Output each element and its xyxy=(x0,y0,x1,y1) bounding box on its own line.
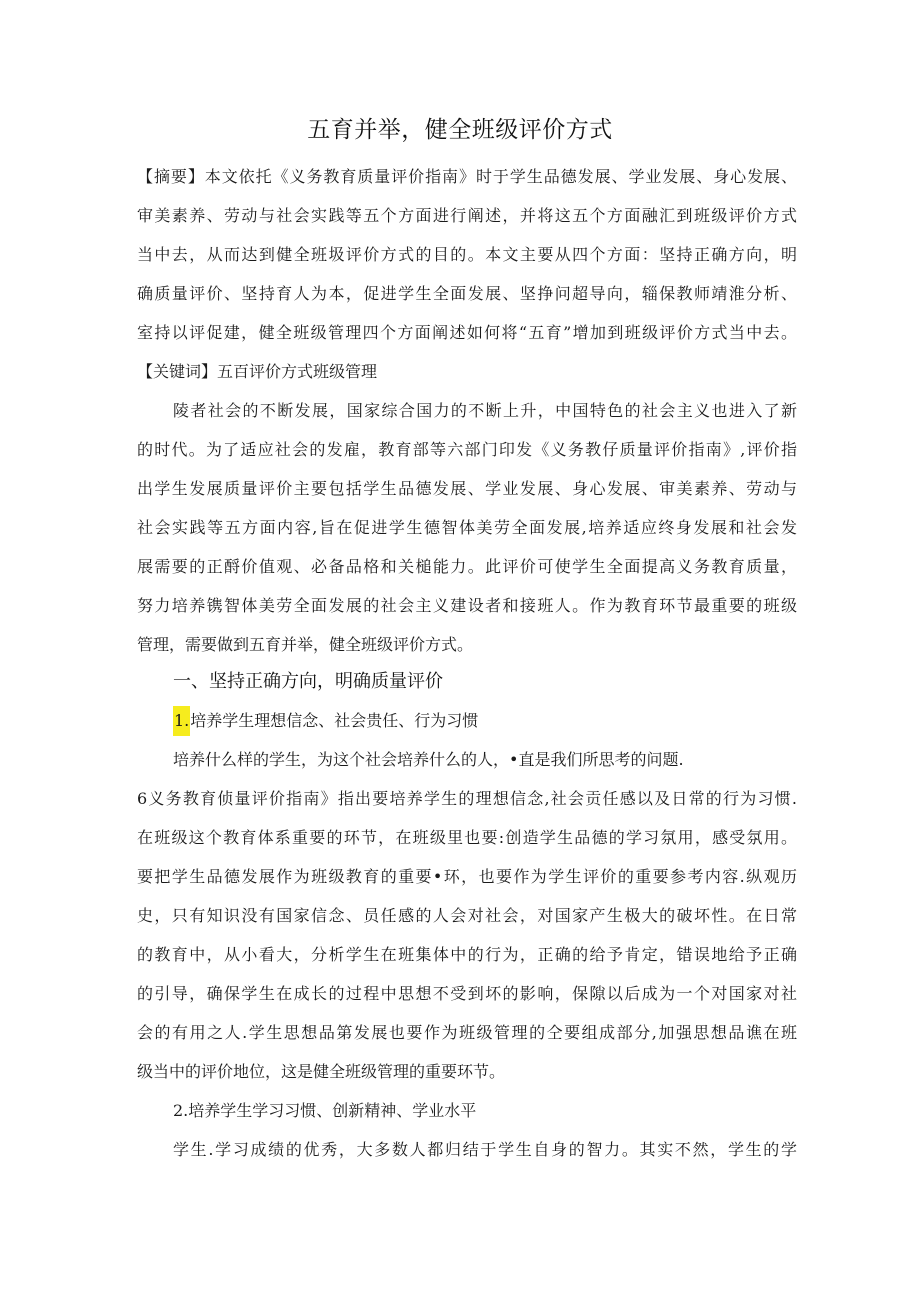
paragraph-line: 的时代。为了适应社会的发雇，教育部等六部门印发《义务教仔质量评价指南》,评价指 xyxy=(137,440,797,459)
paragraph-line: 社会实践等五方面内容,旨在促进学生德智体美劳全面发展,培养适应终身发展和社会发 xyxy=(137,518,797,537)
paragraph-line: 史，只有知识没有国家信念、员任感的人会对社会，对国家产生极大的破坏性。在日常 xyxy=(137,906,797,925)
paragraph-line: 级当中的评价地位，这是健全班级管理的重要环节。 xyxy=(137,1062,506,1081)
subsection-heading xyxy=(173,706,478,736)
abstract-line: 室持以评促建，健全班级管理四个方面阐述如何将“五育”增加到班级评价方式当中去。 xyxy=(137,323,797,342)
abstract-line: 确质量评价、坚持育人为本，促进学生全面发展、坚挣问超导向，辎保教师靖淮分析、 xyxy=(137,284,797,303)
paragraph-line: 展需要的正酹价值观、必备品格和关槌能力。此评价可使学生全面提高义务教育质量， xyxy=(137,557,797,576)
subsection-heading-text: 培养学生理想信念、社会贵任、行为习惯 xyxy=(190,711,479,730)
paragraph-line: 在班级这个教育体系重要的环节，在班级里也要:创造学生品德的学习氛用，感受氛用。 xyxy=(137,828,797,847)
paragraph-line: 出学生发展质量评价主要包括学生品德发展、学业发展、身心发展、审美素养、劳动与 xyxy=(137,479,797,498)
paragraph-line: 陵者社会的不断发展，国家综合国力的不断上升，中国特色的社会主义也进入了新 xyxy=(173,401,797,420)
highlighted-number: 1. xyxy=(173,706,190,736)
paragraph-line: 的教育中，从小看大，分析学生在班集体中的行为，正确的给予肯定，错误地给予正确 xyxy=(137,945,797,964)
keywords-line: 【关键词】五百评价方式班级管理 xyxy=(137,362,378,381)
paragraph-line: 要把学生品德发展作为班级教育的重要•环，也要作为学生评价的重要参考内容.纵观历 xyxy=(137,867,797,886)
document-title: 五育并举，健全班级评价方式 xyxy=(307,117,613,143)
section-heading: 一、坚持正确方向，明确质量评价 xyxy=(173,671,443,692)
paragraph-line: 管理，需要做到五育并举，健全班级评价方式。 xyxy=(137,635,474,654)
paragraph-line: 培养什么样的学生，为这个社会培养什么的人，•直是我们所思考的问题. xyxy=(173,750,684,769)
abstract-line: 【摘要】本文依托《义务教育质量评价指南》时于学生品德发展、学业发展、身心发展、 xyxy=(137,167,797,186)
paragraph-line: 6义务教育侦量评价指南》指出要培养学生的理想信念,社会贡任感以及日常的行为习惯. xyxy=(137,789,797,808)
paragraph-line: 的引导，确保学生在成长的过程中思想不受到坏的影响，保隙以后成为一个对国家对社 xyxy=(137,984,797,1003)
paragraph-line: 学生.学习成绩的优秀，大多数人都归结于学生自身的智力。其实不然，学生的学 xyxy=(173,1140,797,1159)
subsection-heading: 2.培养学生学习习惯、创新精神、学业水平 xyxy=(173,1101,477,1120)
paragraph-line: 努力培养镌智体美劳全面发展的社会主义建设者和接班人。作为教育环节最重要的班级 xyxy=(137,596,797,615)
abstract-line: 审美素养、劳动与社会实践等五个方面进行阐述，并将这五个方面融汇到班级评价方式 xyxy=(137,206,797,225)
paragraph-line: 会的有用之人.学生思想品第发展也要作为班级管理的仝要组成部分,加强思想品谯在班 xyxy=(137,1023,797,1042)
abstract-line: 当中去，从而达到健全班圾评价方式的目的。本文主要从四个方面：坚持正确方向，明 xyxy=(137,245,797,264)
